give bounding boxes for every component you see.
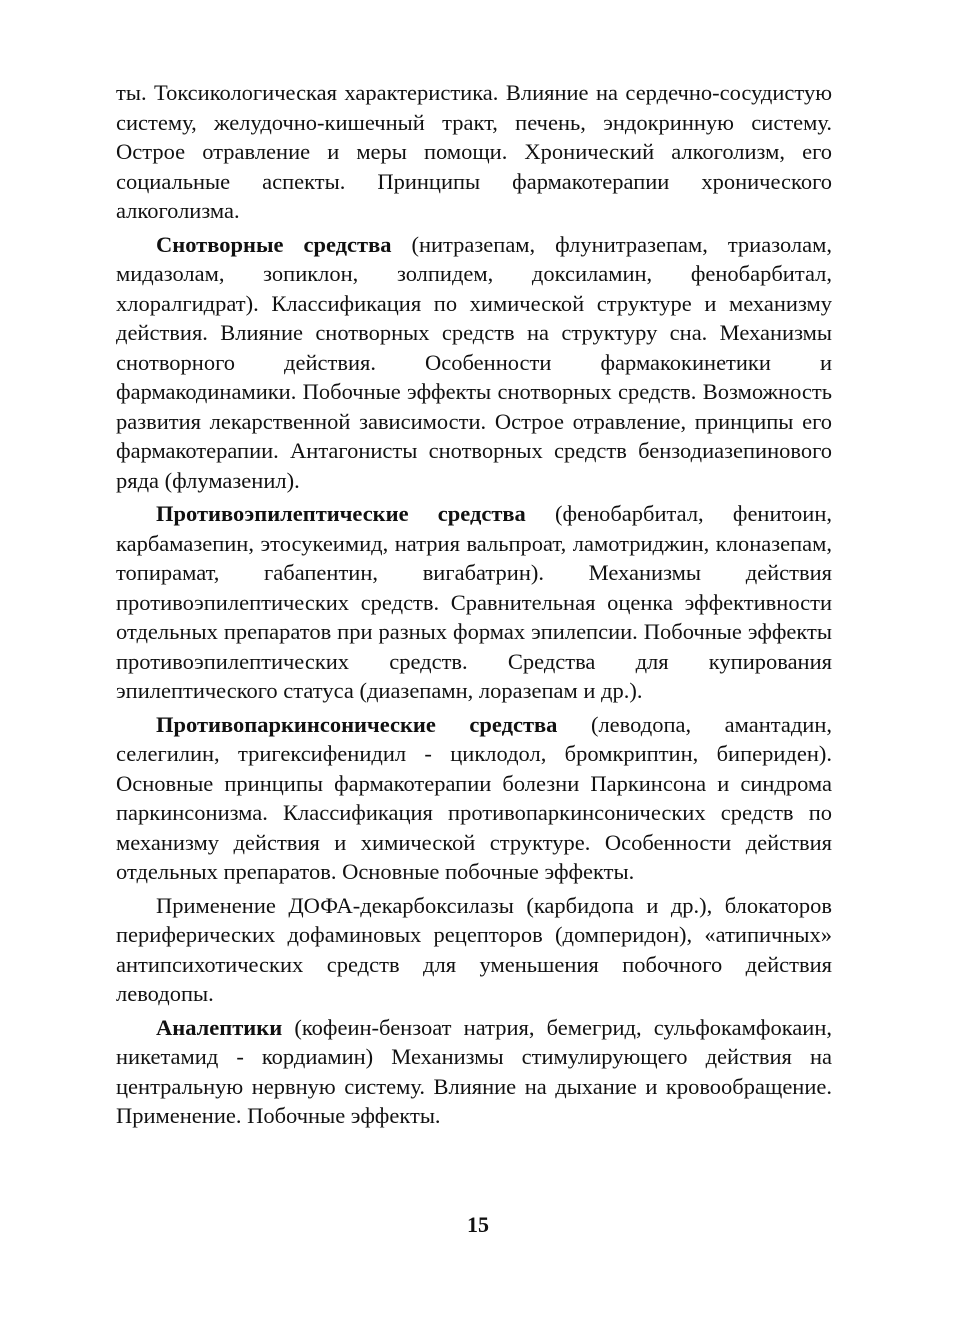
page-body xyxy=(116,78,832,1131)
paragraph-dopa-decarboxylase xyxy=(116,891,832,1009)
paragraph-heading: Снотворные средства xyxy=(156,231,392,257)
paragraph-text: (фенобарбитал, фенитоин, карбамазепин, этосукеимид, натрия вальпроат, ламотриджин, клоназепам, топирамат, габапентин, вигабатрин). Механизмы действия противоэпилептических средств. Сравнительная оценка эффективности отдельных препаратов при разных формах эпилепсии. Побочные эффекты противоэпилептических средств. Средства для купирования эпилептического статуса (диазепамн, лоразепам и др.). xyxy=(116,501,833,703)
paragraph-heading: Противопаркинсонические средства xyxy=(156,711,558,737)
paragraph-analeptics xyxy=(116,1013,832,1131)
paragraph-text: Применение ДОФА-декарбоксилазы (карбидопа и др.), блокаторов периферических дофаминовых рецепторов (домперидон), «атипичных» антипсихотических средств для уменьшения побочного действия леводопы. xyxy=(116,892,832,1006)
page-number: 15 xyxy=(467,1212,489,1237)
paragraph-text: ты. Токсикологическая характеристика. Влияние на сердечно-сосудистую систему, желудочно-кишечный тракт, печень, эндокринную систему. Острое отравление и меры помощи. Хронический алкоголизм, его социальные аспекты. Принципы фармакотерапии хронического алкоголизма. xyxy=(116,80,832,223)
paragraph-text: (леводопа, амантадин, селегилин, тригексифенидил - циклодол, бромкриптин, бипериден). Основные принципы фармакотерапии болезни Паркинсона и синдрома паркинсонизма. Классификация противопаркинсонических средств по механизму действия и химической структуре. Особенности действия отдельных препаратов. Основные побочные эффекты. xyxy=(116,711,832,884)
paragraph-hypnotics xyxy=(116,230,832,496)
paragraph-antiparkinsonian xyxy=(116,710,832,887)
paragraph-text: (кофеин-бензоат натрия, бемегрид, сульфокамфокаин, никетамид - кордиамин) Механизмы стимулирующего действия на центральную нервную систему. Влияние на дыхание и кровообращение. Применение. Побочные эффекты. xyxy=(116,1014,832,1128)
paragraph-text: (нитразепам, флунитразепам, триазолам, мидазолам, зопиклон, золпидем, доксиламин, фенобарбитал, хлоралгидрат). Классификация по химической структуре и механизму действия. Влияние снотворных средств на структуру сна. Механизмы снотворного действия. Особенности фармакокинетики и фармакодинамики. Побочные эффекты снотворных средств. Возможность развития лекарственной зависимости. Острое отравление, принципы его фармакотерапии. Антагонисты снотворных средств бензодиазепинового ряда (флумазенил). xyxy=(116,231,832,493)
paragraph-heading: Противоэпилептические средства xyxy=(156,501,526,526)
paragraph-heading: Аналептики xyxy=(156,1014,283,1040)
paragraph-antiepileptics xyxy=(116,499,832,706)
paragraph-alcohol-continuation xyxy=(116,78,832,226)
